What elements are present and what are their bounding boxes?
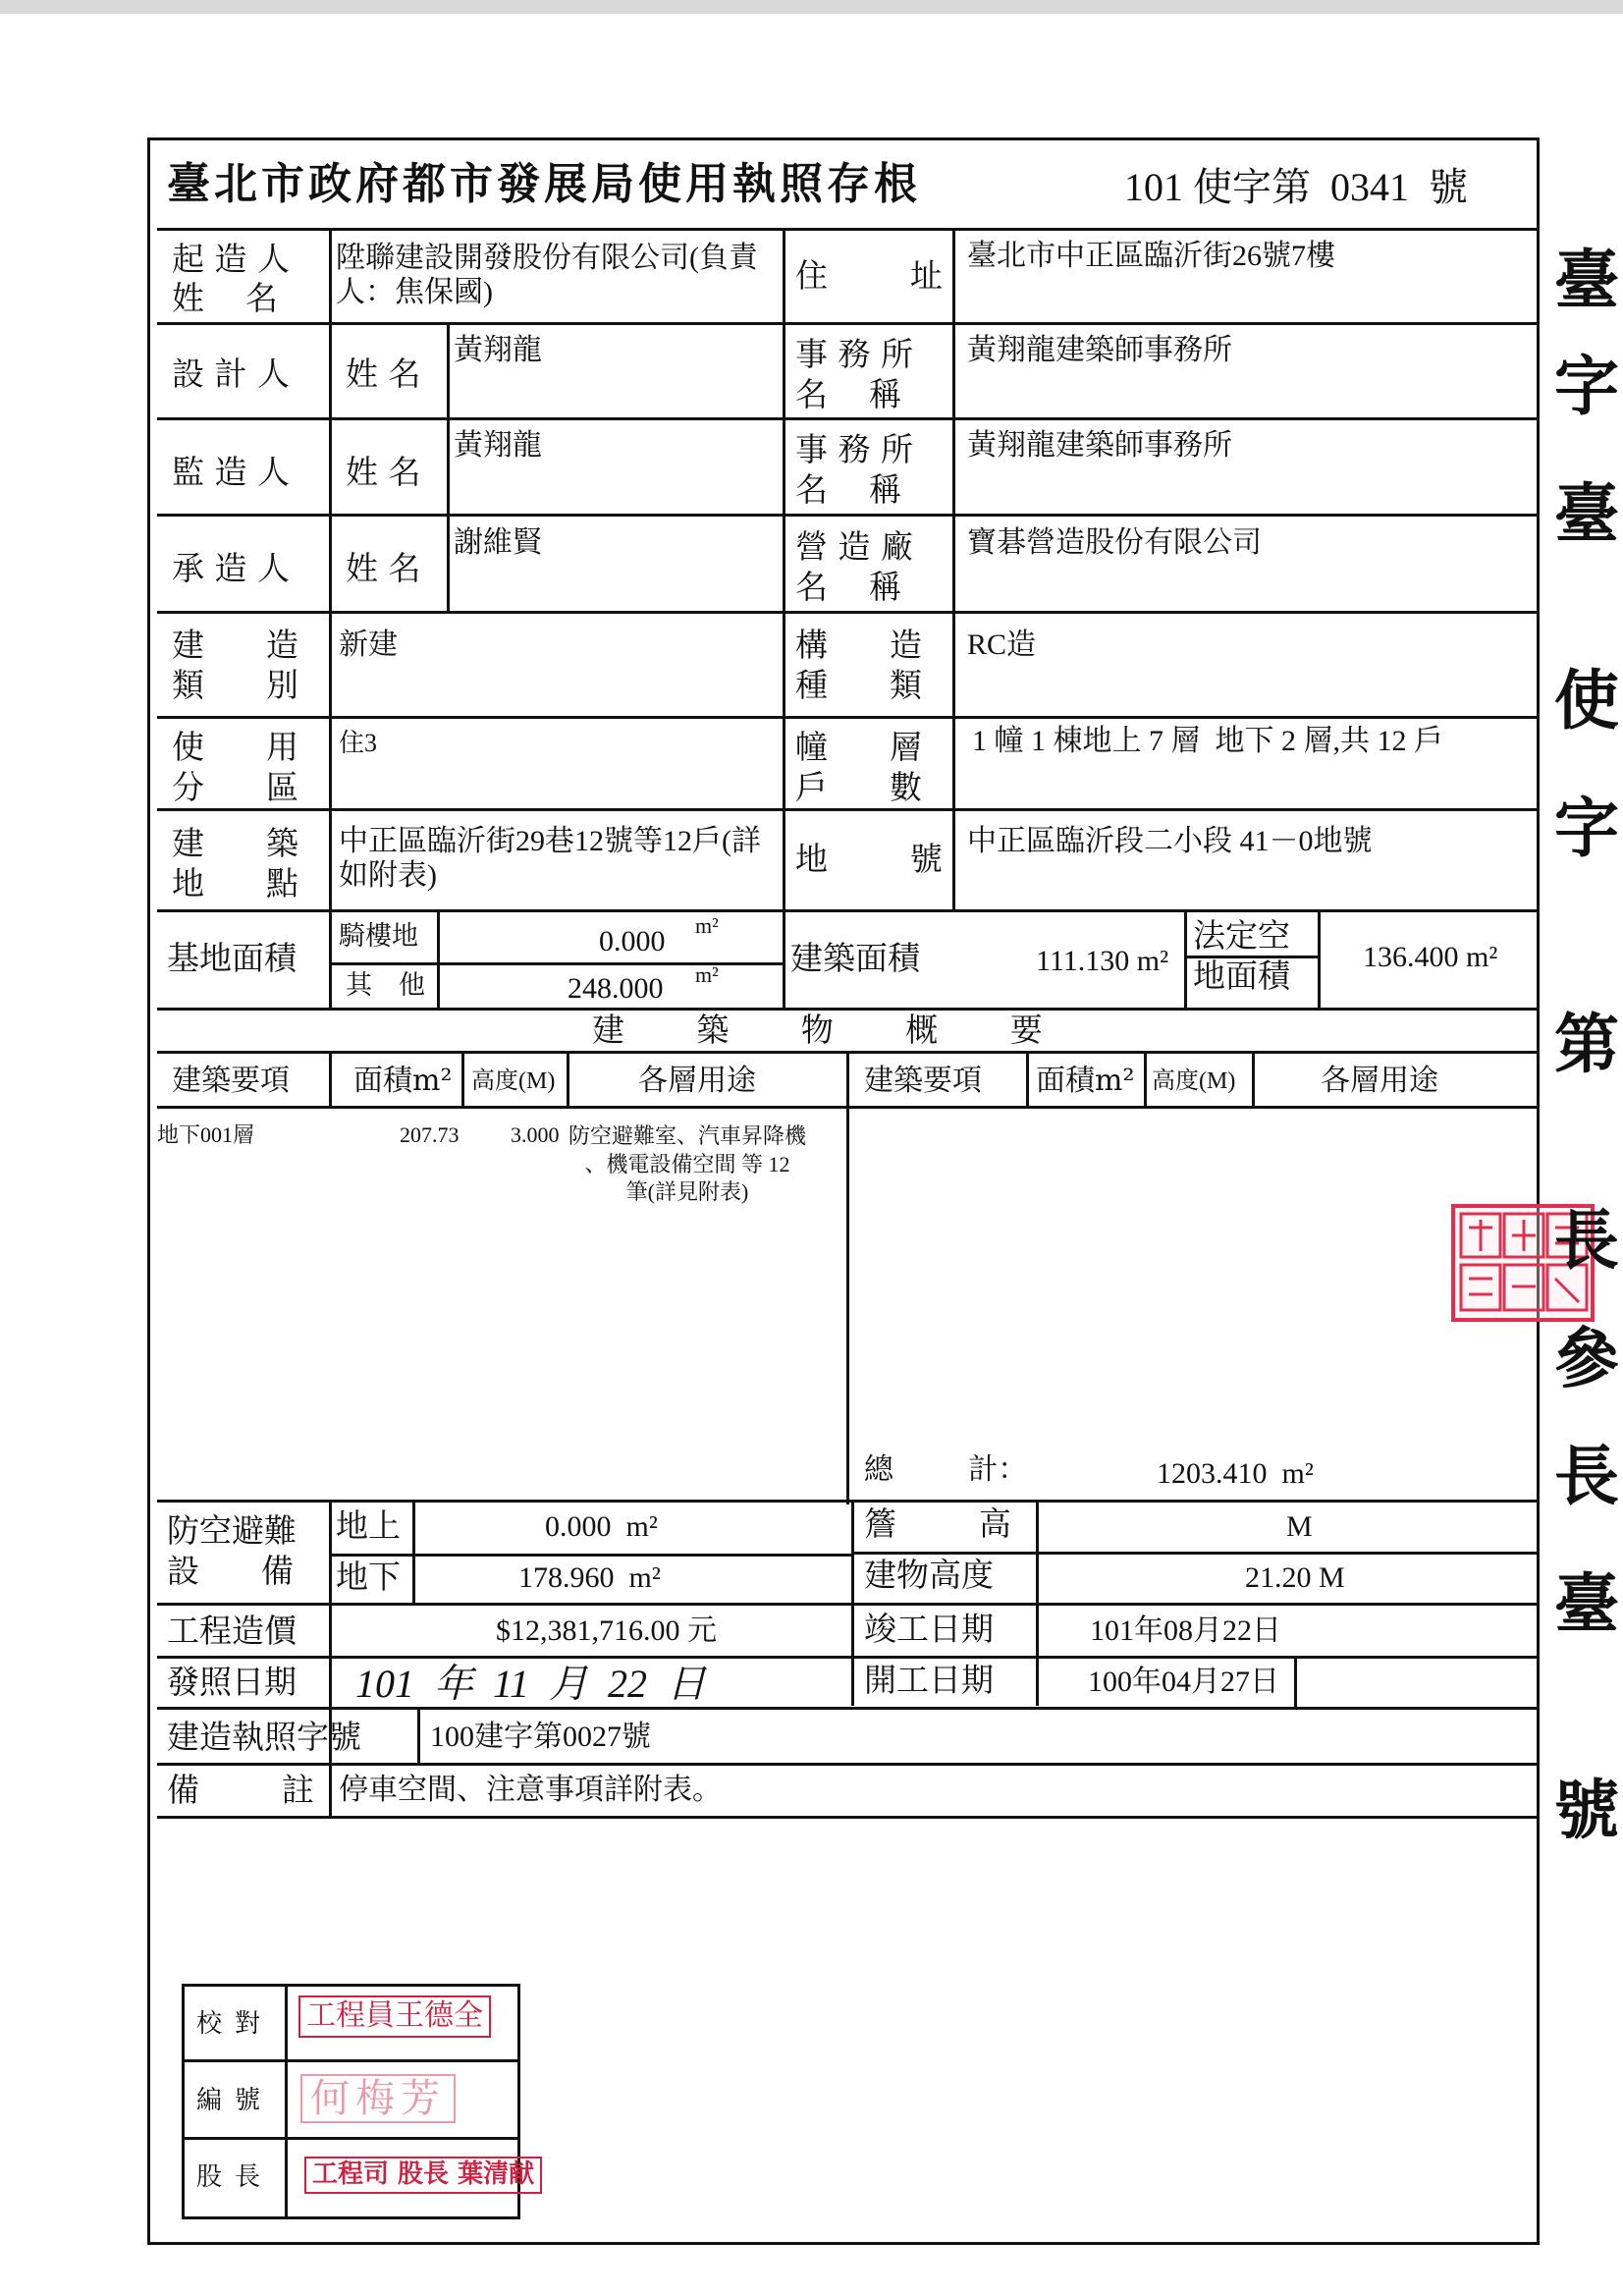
col-header-item-left: 建築要項 [172,1064,290,1098]
remark-value: 停車空間、注意事項詳附表。 [339,1774,722,1806]
grid-line [157,417,1540,420]
grid-line [1294,1656,1297,1707]
building-height-label: 建物高度 [864,1556,994,1594]
col-header-area-right: 面積m² [1036,1064,1135,1098]
start-date-label: 開工日期 [864,1661,994,1699]
floor-row-usage: 防空避難室、汽車昇降機 、機電設備空間 等 12 筆(詳見附表) [568,1123,807,1205]
zoning-value: 住3 [339,729,378,757]
side-char: 長 [1554,1438,1619,1514]
open-space-label: 法定空 地面積 [1193,916,1290,996]
grid-line [567,1051,569,1106]
approval-stamp-chief: 工程司 股長 葉清献 [304,2157,542,2194]
approval-label-number: 編 號 [196,2086,261,2114]
shelter-above-value: 0.000 m² [545,1510,658,1543]
grid-line [417,1707,420,1763]
side-char: 臺 [1554,475,1619,552]
location-label: 建 築 地 點 [172,824,298,903]
shelter-below-label: 地下 [336,1558,401,1596]
remark-label: 備 註 [167,1771,314,1809]
supervisor-name: 黃翔龍 [454,429,542,462]
side-char: 第 [1554,1006,1619,1082]
total-value: 1203.410 m² [1157,1457,1314,1490]
form-title: 臺北市政府都市發展局使用執照存根 [167,159,921,209]
permit-ref-label: 建造執照字號 [167,1718,361,1756]
shelter-above-label: 地上 [336,1506,401,1545]
grid-line [182,2137,520,2140]
floor-row-height: 3.000 [511,1122,560,1147]
col-header-usage-left: 各層用途 [638,1064,756,1098]
designer-name: 黃翔龍 [454,334,542,366]
contractor-name: 謝維賢 [454,526,542,559]
side-char: 字 [1554,790,1619,866]
grid-line [329,322,332,1008]
grid-line [447,322,450,612]
grid-line [157,322,1540,325]
grid-line [846,1051,849,1504]
side-char: 號 [1554,1772,1619,1848]
owner-label-line2: 姓 名 [172,279,278,317]
open-space-value: 136.400 m² [1363,941,1498,973]
floors-value: 1 幢 1 棟地上 7 層 地下 2 層,共 12 戶 [972,725,1443,757]
lot-label: 地 號 [795,840,943,878]
supervisor-label: 監 造 人 [172,453,290,491]
structure-value: RC造 [967,629,1037,661]
grid-line [329,1763,332,1816]
floors-label: 幢 層 戶 數 [795,728,922,807]
grid-line [157,808,1540,811]
site-area-label: 基地面積 [167,939,297,977]
completion-date-value: 101年08月22日 [1090,1614,1281,1647]
owner-value: 陞聯建設開發股份有限公司(負責 人：焦保國) [336,242,758,308]
approval-label-check: 校 對 [196,2009,261,2038]
col-header-height-right: 高度(M) [1152,1068,1236,1094]
other-value: 248.000 [568,972,664,1005]
grid-line [157,514,1540,517]
grid-line [157,716,1540,719]
grid-line [783,228,785,1008]
col-header-area-left: 面積m² [353,1064,453,1098]
supervisor-office: 黃翔龍建築師事務所 [967,429,1232,462]
lot-value: 中正區臨沂段二小段 41－0地號 [967,825,1373,857]
start-date-value: 100年04月27日 [1088,1666,1279,1698]
col-header-height-left: 高度(M) [471,1068,556,1094]
grid-line [157,1603,1540,1606]
supervisor-office-label: 事 務 所 名 稱 [795,430,913,510]
grid-line [1184,909,1187,1008]
eaves-label: 簷 高 [864,1504,1011,1543]
arcade-unit: m² [695,913,719,938]
contractor-office-label: 營 造 廠 名 稱 [795,527,913,607]
zoning-label: 使 用 分 區 [172,728,298,807]
grid-line [412,1500,415,1603]
location-value: 中正區臨沂街29巷12號等12戶(詳 如附表) [339,825,761,892]
grid-line [1144,1051,1147,1106]
approval-stamp-number: 何梅芳 [300,2074,456,2123]
build-type-label: 建 造 類 別 [172,626,298,705]
grid-line [157,228,1540,231]
side-char: 臺 [1554,1565,1619,1642]
grid-line [851,1552,1540,1555]
permit-ref-value: 100建字第0027號 [430,1721,651,1753]
grid-line [1318,909,1321,1008]
building-area-value: 111.130 m² [1036,945,1169,977]
grid-line [1036,1500,1039,1706]
approval-stamp-check: 工程員王德全 [298,1995,491,2038]
side-char: 字 [1554,348,1619,424]
shelter-below-value: 178.960 m² [518,1561,661,1594]
side-char: 長 [1554,1202,1619,1279]
structure-label: 構 造 種 類 [795,626,922,705]
grid-line [952,228,955,912]
grid-line [157,1816,1540,1819]
designer-name-label: 姓 名 [346,355,421,393]
building-height-value: 21.20 M [1245,1561,1345,1594]
completion-date-label: 竣工日期 [864,1610,994,1648]
floor-row-area: 207.73 [400,1122,460,1147]
grid-line [461,1051,464,1106]
contractor-label: 承 造 人 [172,549,290,587]
scan-top-edge [0,0,1623,14]
contractor-office: 寶碁營造股份有限公司 [967,526,1262,559]
other-label: 其 他 [346,970,425,1000]
contractor-name-label: 姓 名 [346,549,421,587]
address-label: 住 址 [795,256,943,295]
eaves-value: M [1286,1510,1313,1543]
designer-office: 黃翔龍建築師事務所 [967,334,1232,366]
grid-line [1026,1051,1029,1106]
permit-number: 101 使字第 0341 號 [1124,165,1468,209]
build-type-value: 新建 [339,629,398,661]
floor-row-item: 地下001層 [157,1122,255,1147]
grid-line [157,611,1540,614]
issue-date-label: 發照日期 [167,1663,297,1701]
designer-office-label: 事 務 所 名 稱 [795,335,913,414]
grid-line [157,1707,1540,1710]
cost-value: $12,381,716.00 元 [496,1614,717,1647]
grid-line [329,228,332,326]
grid-line [285,1984,288,2219]
issue-date-value: 101 年 11 月 22 日 [355,1662,707,1706]
designer-label: 設 計 人 [172,355,290,393]
owner-label-line1: 起 造 人 [172,240,290,278]
grid-line [182,2059,520,2062]
side-char: 參 [1554,1320,1619,1396]
grid-line [157,1763,1540,1766]
grid-line [329,1554,851,1557]
other-unit: m² [695,962,719,987]
grid-line [437,909,440,1008]
shelter-label: 防空避難 設 備 [167,1511,297,1591]
col-header-item-right: 建築要項 [864,1064,982,1098]
cost-label: 工程造價 [167,1612,297,1650]
grid-line [851,1500,854,1706]
arcade-value: 0.000 [599,925,666,957]
address-value: 臺北市中正區臨沂街26號7樓 [967,240,1335,272]
supervisor-name-label: 姓 名 [346,453,421,491]
building-area-label: 建築面積 [790,939,920,977]
arcade-label: 騎樓地 [339,921,418,951]
approval-label-chief: 股 長 [196,2162,261,2191]
grid-line [157,909,1540,912]
grid-line [329,1051,332,1106]
summary-heading: 建 築 物 概 要 [592,1011,1043,1049]
grid-line [157,1656,1540,1659]
col-header-usage-right: 各層用途 [1321,1064,1438,1098]
total-label: 總 計： [864,1452,1028,1487]
grid-line [1252,1051,1255,1106]
side-char: 臺 [1554,242,1619,318]
side-char: 使 [1554,662,1619,738]
